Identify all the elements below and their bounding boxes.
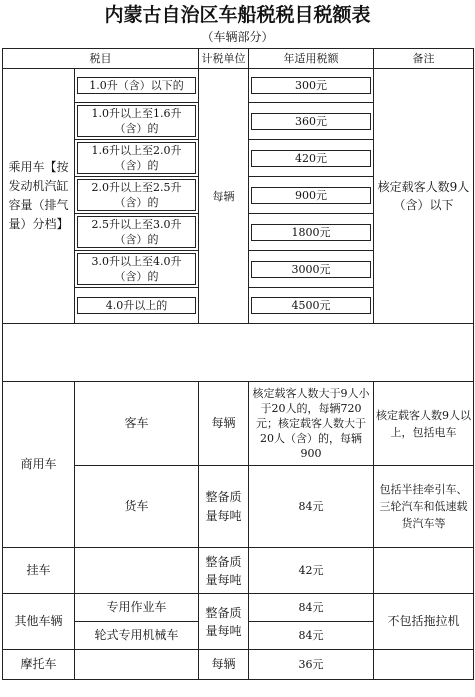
table-row [3, 69, 474, 103]
passenger-note: 核定载客人数9人（含）以下 [374, 69, 474, 324]
other-label-1: 专用作业车 [75, 594, 199, 622]
passenger-range-4: 2.0升以上至2.5升（含）的 [75, 177, 199, 214]
passenger-range-1: 1.0升（含）以下的 [75, 69, 199, 103]
bus-note: 核定载客人数9人以上，包括电车 [374, 382, 474, 466]
header-unit: 计税单位 [199, 49, 249, 69]
page-subtitle: （车辆部分） [201, 30, 274, 44]
bus-unit: 每辆 [199, 382, 249, 466]
passenger-range-3: 1.6升以上至2.0升（含）的 [75, 140, 199, 177]
other-note: 不包括拖拉机 [374, 594, 474, 650]
passenger-amount-7: 4500元 [249, 288, 374, 324]
table-row [3, 594, 474, 622]
trailer-category: 挂车 [3, 548, 75, 594]
other-category: 其他车辆 [3, 594, 75, 650]
page-title: 内蒙古自治区车船税税目税额表 [104, 4, 371, 26]
passenger-amount-5: 1800元 [249, 214, 374, 251]
passenger-range-6: 3.0升以上至4.0升（含）的 [75, 251, 199, 288]
passenger-range-7: 4.0升以上的 [75, 288, 199, 324]
motorcycle-unit: 每辆 [199, 650, 249, 680]
table-header-row [3, 49, 474, 69]
passenger-amount-4: 900元 [249, 177, 374, 214]
commercial-category: 商用车 [3, 382, 75, 548]
truck-unit: 整备质量每吨 [199, 466, 249, 548]
header-note: 备注 [374, 49, 474, 69]
motorcycle-note [374, 650, 474, 680]
motorcycle-category: 摩托车 [3, 650, 75, 680]
other-label-2: 轮式专用机械车 [75, 622, 199, 650]
passenger-amount-2: 360元 [249, 103, 374, 140]
passenger-range-2: 1.0升以上至1.6升（含）的 [75, 103, 199, 140]
other-amount-2: 84元 [249, 622, 374, 650]
bus-label: 客车 [75, 382, 199, 466]
table-row [3, 548, 474, 594]
truck-label: 货车 [75, 466, 199, 548]
header-item: 税目 [3, 49, 199, 69]
table-row [3, 382, 474, 466]
truck-note: 包括半挂牵引车、三轮汽车和低速载货汽车等 [374, 466, 474, 548]
passenger-amount-6: 3000元 [249, 251, 374, 288]
other-unit: 整备质量每吨 [199, 594, 249, 650]
truck-amount: 84元 [249, 466, 374, 548]
tax-rate-table [2, 48, 474, 680]
passenger-range-5: 2.5升以上至3.0升（含）的 [75, 214, 199, 251]
header-rate: 年适用税额 [249, 49, 374, 69]
motorcycle-amount: 36元 [249, 650, 374, 680]
passenger-amount-1: 300元 [249, 69, 374, 103]
passenger-unit: 每辆 [199, 69, 249, 324]
passenger-category: 乘用车【按发动机汽缸容量（排气量）分档】 [3, 69, 75, 324]
blank-row [3, 324, 474, 382]
trailer-unit: 整备质量每吨 [199, 548, 249, 594]
bus-amount: 核定载客人数大于9人小于20人的，每辆720元；核定载客人数大于20人（含）的，每辆900 [249, 382, 374, 466]
trailer-amount: 42元 [249, 548, 374, 594]
trailer-note [374, 548, 474, 594]
passenger-amount-3: 420元 [249, 140, 374, 177]
table-row [3, 650, 474, 680]
other-amount-1: 84元 [249, 594, 374, 622]
